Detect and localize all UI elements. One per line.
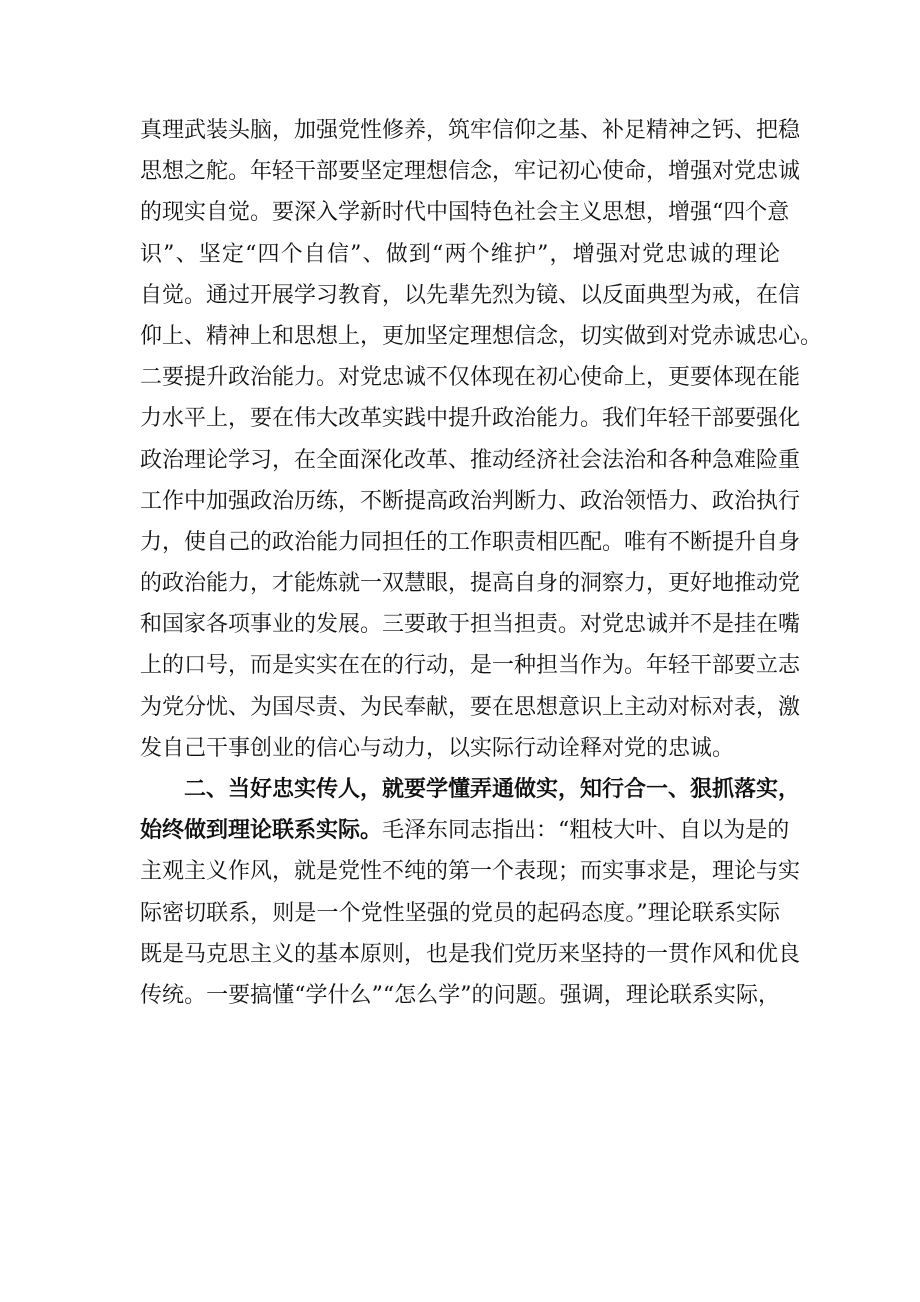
text-line: 自觉。通过开展学习教育，以先辈先烈为镜、以反面典型为戒，在信	[140, 282, 801, 308]
text-line: 的政治能力，才能炼就一双慧眼，提高自身的洞察力，更好地推动党	[140, 571, 801, 597]
text-line: 思想之舵。年轻干部要坚定理想信念，牢记初心使命，增强对党忠诚	[140, 159, 801, 185]
text-line: 为党分忧、为国尽责、为民奉献，要在思想意识上主动对标对表，激	[140, 694, 801, 720]
text-line: 上的口号，而是实实在在的行动，是一种担当作为。年轻干部要立志	[140, 653, 801, 679]
section-heading-continued	[140, 810, 790, 851]
text-line: 际密切联系，则是一个党性坚强的党员的起码态度。”理论联系实际	[140, 900, 780, 926]
section-heading-end: 始终做到理论联系实际。	[140, 817, 383, 844]
text-line: 力，使自己的政治能力同担任的工作职责相匹配。唯有不断提升自身	[140, 529, 801, 555]
text-line: 发自己干事创业的信心与动力，以实际行动诠释对党的忠诚。	[140, 735, 735, 761]
text-line: 主观主义作风，就是党性不纯的第一个表现；而实事求是，理论与实	[140, 859, 801, 885]
text-line: 政治理论学习，在全面深化改革、推动经济社会法治和各种急难险重	[140, 447, 801, 473]
text-line: 力水平上，要在伟大改革实践中提升政治能力。我们年轻干部要强化	[140, 406, 801, 432]
text-line: 仰上、精神上和思想上，更加坚定理想信念，切实做到对党赤诚忠心。	[140, 323, 823, 349]
quote-intro: 毛泽东同志指出：“粗枝大叶、自以为是的	[382, 818, 790, 844]
text-line: 真理武装头脑，加强党性修养，筑牢信仰之基、补足精神之钙、把稳	[140, 118, 801, 143]
text-line: 既是马克思主义的基本原则，也是我们党历来坚持的一贯作风和优良	[140, 941, 801, 967]
text-line: 工作中加强政治历练，不断提高政治判断力、政治领悟力、政治执行	[140, 488, 801, 514]
section-heading: 二、当好忠实传人，就要学懂弄通做实，知行合一、狠抓落实，	[184, 776, 801, 802]
body-text	[140, 110, 823, 1016]
text-line: 二要提升政治能力。对党忠诚不仅体现在初心使命上，更要体现在能	[140, 365, 801, 391]
text-line: 识”、坚定“四个自信”、做到“两个维护”，增强对党忠诚的理论	[140, 241, 780, 267]
text-line: 和国家各项事业的发展。三要敢于担当担责。对党忠诚并不是挂在嘴	[140, 612, 801, 638]
text-line: 传统。一要搞懂“学什么”“怎么学”的问题。强调，理论联系实际，	[140, 982, 780, 1008]
text-line: 的现实自觉。要深入学新时代中国特色社会主义思想，增强“四个意	[140, 200, 790, 226]
